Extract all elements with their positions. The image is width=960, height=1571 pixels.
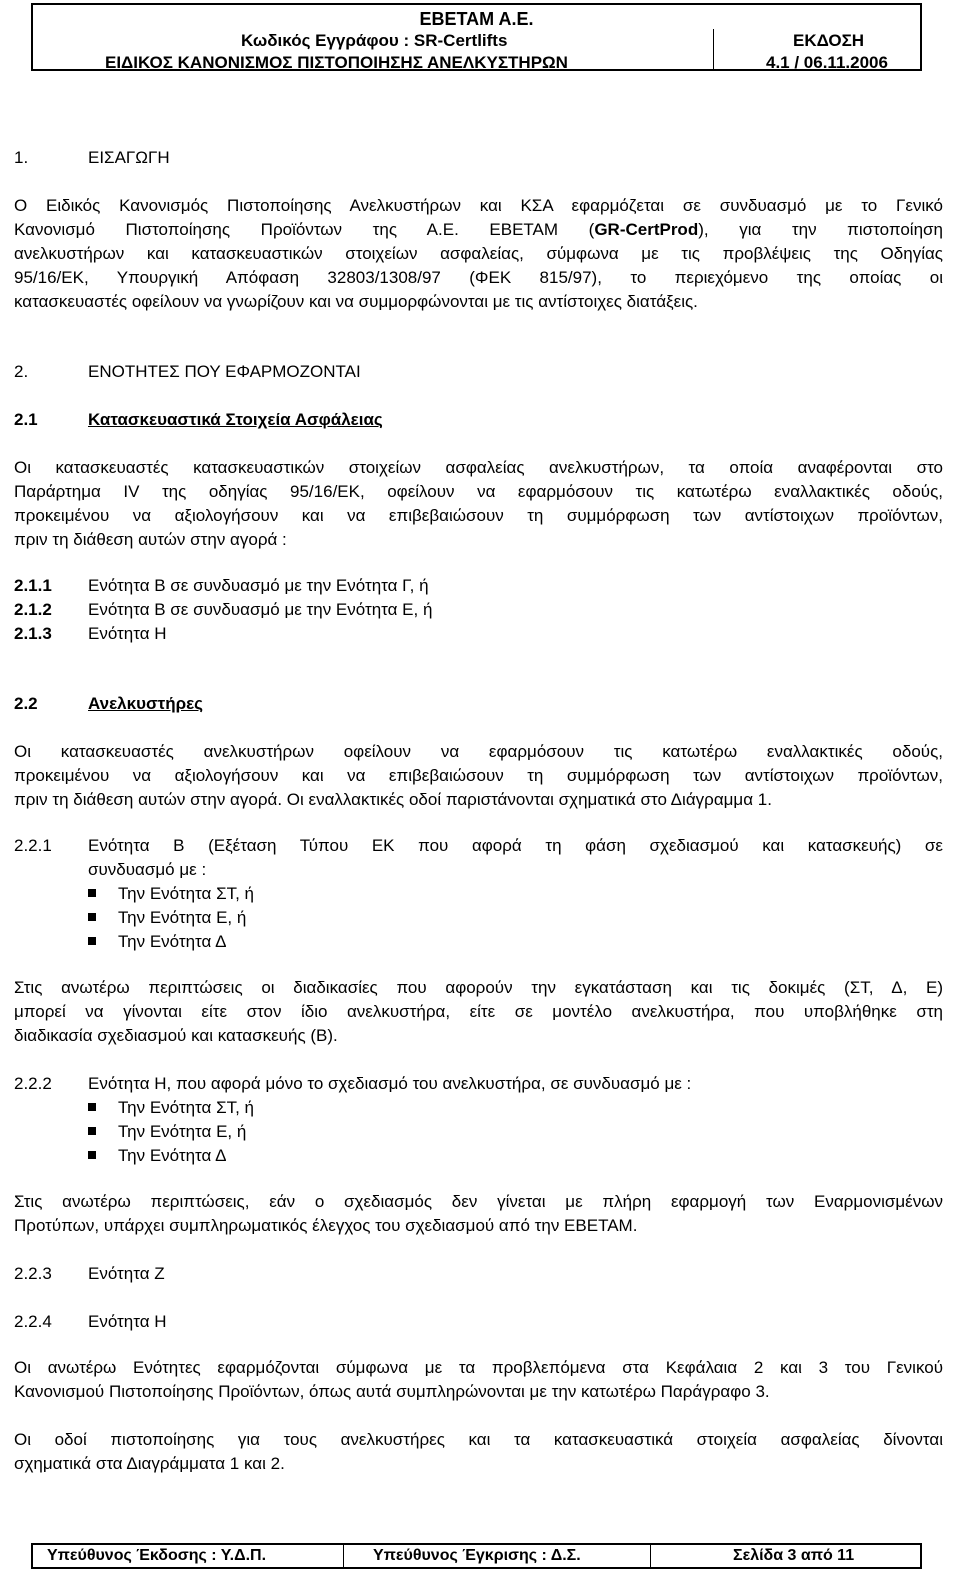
closing-para-1-line-2: Κανονισμού Πιστοποίησης Προϊόντων, όπως αυτά συμπληρώνονται με την κατωτέρω Παράγραφο 3. — [14, 1382, 770, 1401]
closing-para-2-line-1: Οι οδοί πιστοποίησης για τους ανελκυστήρες και τα κατασκευαστικά στοιχεία ασφαλείας δίνονται — [14, 1430, 943, 1449]
item-2-2-1-line-1: Ενότητα Β (Εξέταση Τύπου ΕΚ που αφορά τη φάση σχεδιασμού και κατασκευής) σε — [88, 836, 943, 855]
header-edition-value: 4.1 / 06.11.2006 — [766, 53, 888, 72]
closing-para-1-line-1: Οι ανωτέρω Ενότητες εφαρμόζονται σύμφωνα με τα προβλεπόμενα στα Κεφάλαια 2 και 3 του Γενικού — [14, 1358, 943, 1377]
bullet-item: Την Ενότητα ΣΤ, ή — [88, 882, 254, 906]
s221-note-line-2: μπορεί να γίνονται είτε στον ίδιο ανελκυστήρα, είτε σε μοντέλο ανελκυστήρα, που υποβλήθηκε στη — [14, 1002, 943, 1021]
section-2-number: 2. — [14, 362, 29, 381]
footer-issuer: Υπεύθυνος Έκδοσης : Υ.Δ.Π. — [47, 1547, 267, 1564]
s22-para-line-1: Οι κατασκευαστές ανελκυστήρων οφείλουν να εφαρμόσουν τις κατωτέρω εναλλακτικές οδούς, — [14, 742, 943, 761]
bullet-item: Την Ενότητα Δ — [88, 1144, 226, 1168]
item-2-2-1-number: 2.2.1 — [14, 836, 52, 855]
section-2-1-title: Κατασκευαστικά Στοιχεία Ασφάλειας — [88, 410, 383, 429]
footer-page-number: Σελίδα 3 από 11 — [733, 1547, 855, 1564]
document-footer — [31, 1543, 922, 1569]
s21-para-line-1: Οι κατασκευαστές κατασκευαστικών στοιχείων ασφαλείας ανελκυστήρων, τα οποία αναφέρονται στο — [14, 458, 943, 477]
s1-para-line-1: Ο Ειδικός Κανονισμός Πιστοποίησης Ανελκυστήρων και ΚΣΑ εφαρμόζεται σε συνδυασμό με το Γενικό — [14, 196, 943, 215]
header-divider — [713, 29, 714, 69]
footer-divider — [343, 1545, 344, 1567]
s222-note-line-1: Στις ανωτέρω περιπτώσεις, εάν ο σχεδιασμός δεν γίνεται με πλήρη εφαρμογή των Εναρμονισμένων — [14, 1192, 943, 1211]
bullet-square-icon — [88, 913, 96, 921]
item-2-2-2-number: 2.2.2 — [14, 1074, 52, 1093]
item-2-1-1-number: 2.1.1 — [14, 576, 52, 595]
header-doc-code: Κωδικός Εγγράφου : SR-Certlifts — [241, 31, 508, 50]
bullet-square-icon — [88, 1127, 96, 1135]
document-header — [31, 3, 922, 71]
s222-note-line-2: Προτύπων, υπάρχει συμπληρωματικός έλεγχος του σχεδιασμού από την ΕΒΕΤΑΜ. — [14, 1216, 638, 1235]
bullet-square-icon — [88, 1103, 96, 1111]
section-1-title: ΕΙΣΑΓΩΓΗ — [88, 148, 170, 167]
s221-note-line-1: Στις ανωτέρω περιπτώσεις οι διαδικασίες που αφορούν την εγκατάσταση και τις δοκιμές (ΣΤ, Δ, Ε) — [14, 978, 943, 997]
item-2-2-3-text: Ενότητα Ζ — [88, 1264, 165, 1283]
item-2-2-4-number: 2.2.4 — [14, 1312, 52, 1331]
s1-para-line-3: ανελκυστήρων και κατασκευαστικών στοιχείων ασφαλείας, σύμφωνα με τις προβλέψεις της Οδηγίας — [14, 244, 943, 263]
header-edition-label: ΕΚΔΟΣΗ — [793, 31, 865, 50]
bullet-square-icon — [88, 1151, 96, 1159]
item-2-2-1-line-2: συνδυασμό με : — [88, 860, 207, 879]
s1-para-line-2: Κανονισμό Πιστοποίησης Προϊόντων της Α.Ε. ΕΒΕΤΑΜ (GR-CertProd), για την πιστοποίηση — [14, 220, 943, 239]
s1-para-line-5: κατασκευαστές οφείλουν να γνωρίζουν και να συμμορφώνονται με τις αντίστοιχες διατάξεις. — [14, 292, 698, 311]
item-2-2-3-number: 2.2.3 — [14, 1264, 52, 1283]
item-2-1-2-number: 2.1.2 — [14, 600, 52, 619]
bullet-item: Την Ενότητα Ε, ή — [88, 1120, 246, 1144]
header-spec-title: ΕΙΔΙΚΟΣ ΚΑΝΟΝΙΣΜΟΣ ΠΙΣΤΟΠΟΙΗΣΗΣ ΑΝΕΛΚΥΣΤΗΡΩΝ — [105, 53, 568, 72]
footer-approver: Υπεύθυνος Έγκρισης : Δ.Σ. — [373, 1547, 581, 1564]
item-2-1-3-text: Ενότητα Η — [88, 624, 167, 643]
bullet-square-icon — [88, 937, 96, 945]
footer-divider — [650, 1545, 651, 1567]
closing-para-2-line-2: σχηματικά στα Διαγράμματα 1 και 2. — [14, 1454, 285, 1473]
bullet-item: Την Ενότητα ΣΤ, ή — [88, 1096, 254, 1120]
section-2-title: ΕΝΟΤΗΤΕΣ ΠΟΥ ΕΦΑΡΜΟΖΟΝΤΑΙ — [88, 362, 361, 381]
item-2-2-2-line-1: Ενότητα Η, που αφορά μόνο το σχεδιασμό του ανελκυστήρα, σε συνδυασμό με : — [88, 1074, 692, 1093]
s21-para-line-4: πριν τη διάθεση αυτών στην αγορά : — [14, 530, 287, 549]
s21-para-line-2: Παράρτημα IV της οδηγίας 95/16/ΕΚ, οφείλουν να εφαρμόσουν τις κατωτέρω εναλλακτικές οδούς, — [14, 482, 943, 501]
section-2-1-number: 2.1 — [14, 410, 38, 429]
s22-para-line-3: πριν τη διάθεση αυτών στην αγορά. Οι εναλλακτικές οδοί παριστάνονται σχηματικά στο Διάγραμμα 1. — [14, 790, 772, 809]
s221-note-line-3: διαδικασία σχεδιασμού και κατασκευής (Β). — [14, 1026, 338, 1045]
item-2-1-1-text: Ενότητα Β σε συνδυασμό με την Ενότητα Γ, ή — [88, 576, 429, 595]
item-2-1-3-number: 2.1.3 — [14, 624, 52, 643]
item-2-1-2-text: Ενότητα Β σε συνδυασμό με την Ενότητα Ε, ή — [88, 600, 433, 619]
bullet-square-icon — [88, 889, 96, 897]
s1-para-line-4: 95/16/ΕΚ, Υπουργική Απόφαση 32803/1308/97 (ΦΕΚ 815/97), το περιεχόμενο της οποίας οι — [14, 268, 943, 287]
bullet-item: Την Ενότητα Δ — [88, 930, 226, 954]
bullet-item: Την Ενότητα Ε, ή — [88, 906, 246, 930]
s21-para-line-3: προκειμένου να αξιολογήσουν και να επιβεβαιώσουν τη συμμόρφωση των αντίστοιχων προϊόντων, — [14, 506, 943, 525]
s22-para-line-2: προκειμένου να αξιολογήσουν και να επιβεβαιώσουν τη συμμόρφωση των αντίστοιχων προϊόντων, — [14, 766, 943, 785]
header-org: ΕΒΕΤΑΜ Α.Ε. — [419, 9, 534, 29]
item-2-2-4-text: Ενότητα Η — [88, 1312, 167, 1331]
section-2-2-number: 2.2 — [14, 694, 38, 713]
section-1-number: 1. — [14, 148, 29, 167]
section-2-2-title: Ανελκυστήρες — [88, 694, 204, 713]
